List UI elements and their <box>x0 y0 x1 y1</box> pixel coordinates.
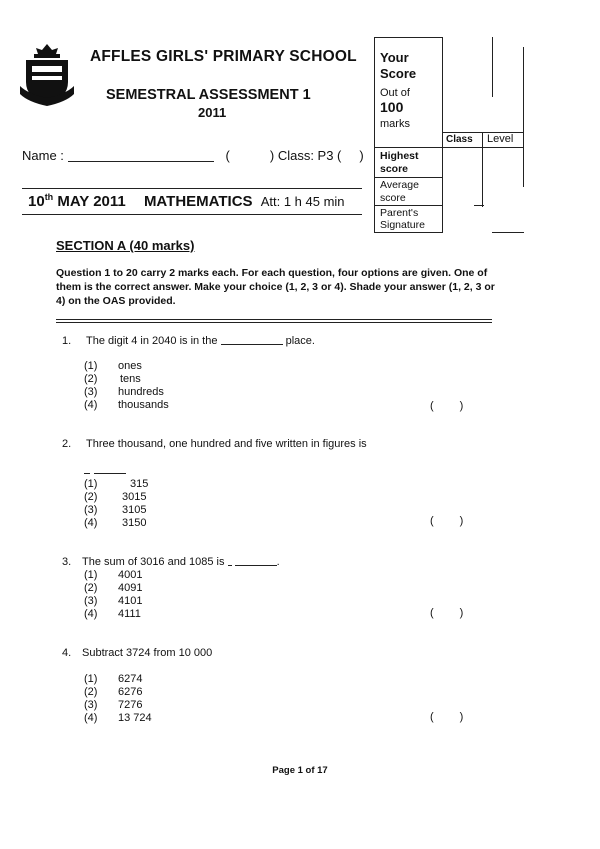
option: (3) hundreds <box>84 386 164 398</box>
answer-bracket: ( ) <box>430 711 464 723</box>
parent-signature-label-2: Signature <box>380 219 425 231</box>
parent-signature-label-1: Parent's <box>380 207 419 219</box>
date-day: 10 <box>28 193 45 210</box>
index-paren-open: ( <box>225 148 230 163</box>
option: (2) 6276 <box>84 686 143 698</box>
option: (3) 4101 <box>84 595 143 607</box>
highest-score-label-1: Highest <box>380 150 419 162</box>
divider <box>56 319 492 320</box>
total-marks: 100 <box>380 99 404 115</box>
question-text: Three thousand, one hundred and five written in figures is <box>86 438 367 450</box>
assessment-title: SEMESTRAL ASSESSMENT 1 <box>106 87 311 103</box>
section-title: SECTION A (40 marks) <box>56 238 195 253</box>
your-label: Your <box>380 50 409 65</box>
out-of-label: Out of <box>380 87 410 99</box>
option: (4) thousands <box>84 399 169 411</box>
subject: MATHEMATICS <box>143 193 253 210</box>
answer-blank <box>84 460 126 478</box>
question-text: The digit 4 in 2040 is in the place. <box>86 335 315 347</box>
option: (2) 4091 <box>84 582 143 594</box>
page-number: Page 1 of 17 <box>272 765 328 776</box>
option-list <box>84 673 152 725</box>
name-class-row <box>22 148 364 163</box>
attempt-time: Att: 1 h 45 min <box>260 194 345 209</box>
average-score-label-1: Average <box>380 179 419 191</box>
assessment-year: 2011 <box>198 105 227 120</box>
highest-score-label-2: score <box>380 163 409 175</box>
class-label: ) Class: P3 ( <box>269 148 342 163</box>
divider <box>22 214 362 215</box>
option: (2) 3015 <box>84 491 147 503</box>
option: (1) 4001 <box>84 569 143 581</box>
date-month-year: MAY 2011 <box>57 193 126 210</box>
answer-bracket: ( ) <box>430 607 464 619</box>
option: (1) ones <box>84 360 142 372</box>
option: (4) 4111 <box>84 608 141 620</box>
school-crest-logo <box>18 42 76 108</box>
option-list <box>84 360 169 412</box>
option: (3) 3105 <box>84 504 147 516</box>
question-number: 4. <box>62 647 72 659</box>
question-number: 3. <box>62 556 72 568</box>
date-suffix: th <box>44 192 54 202</box>
divider <box>22 188 362 189</box>
question-number: 2. <box>62 438 72 450</box>
answer-bracket: ( ) <box>430 515 464 527</box>
section-instructions: Question 1 to 20 carry 2 marks each. For each question, four options are given. One of them is the correct answer. Make your choice (1, 2, 3 or 4). Shade your answer (1, 2, 3 or 4) on the OAS provided. <box>56 267 495 307</box>
question-text: The sum of 3016 and 1085 is . <box>82 556 280 568</box>
class-column-label: Class <box>446 134 473 145</box>
option: (2) tens <box>84 373 141 385</box>
option-list <box>84 569 142 621</box>
divider <box>56 322 492 323</box>
date-subject-row <box>28 192 345 210</box>
option: (3) 7276 <box>84 699 143 711</box>
option: (1) 6274 <box>84 673 143 685</box>
option: (1) 315 <box>84 478 149 490</box>
marks-label: marks <box>380 118 410 130</box>
answer-bracket: ( ) <box>430 400 464 412</box>
question-text: Subtract 3724 from 10 000 <box>82 647 213 659</box>
name-label: Name : <box>22 148 64 163</box>
level-column-label: Level <box>487 133 514 145</box>
school-name: AFFLES GIRLS' PRIMARY SCHOOL <box>90 48 357 65</box>
name-blank <box>68 161 214 162</box>
question-number: 1. <box>62 335 72 347</box>
option: (4) 13 724 <box>84 712 152 724</box>
score-box <box>374 37 524 233</box>
average-score-label-2: score <box>380 192 406 204</box>
score-label: Score <box>380 66 417 81</box>
class-paren-close: ) <box>359 148 364 163</box>
option-list <box>84 478 148 530</box>
option: (4) 3150 <box>84 517 147 529</box>
